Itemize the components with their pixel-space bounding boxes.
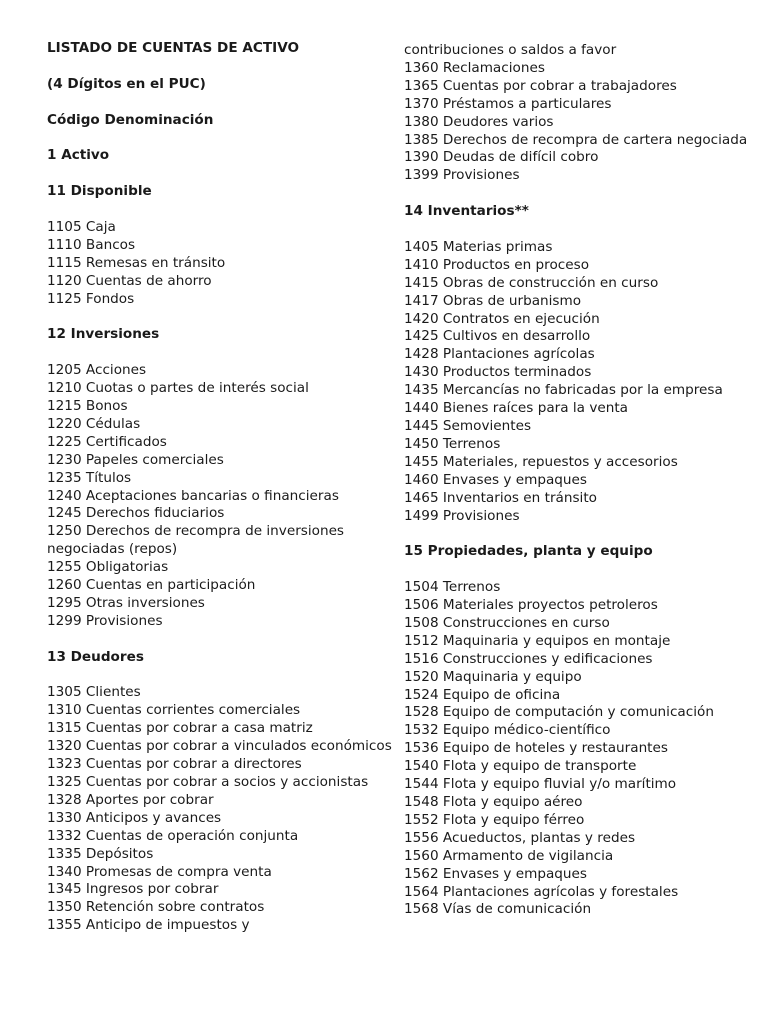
- account-line: 1548 Flota y equipo aéreo: [404, 794, 583, 810]
- section-heading: 12 Inversiones: [47, 326, 160, 343]
- blank-line: [47, 94, 392, 112]
- section-heading: 11 Disponible: [47, 183, 152, 200]
- account-line: 1520 Maquinaria y equipo: [404, 668, 582, 685]
- account-line: 1230 Papeles comerciales: [47, 451, 224, 468]
- account-line: 1305 Clientes: [47, 684, 141, 701]
- account-line: 1512 Maquinaria y equipos en montaje: [404, 632, 671, 649]
- section-heading: LISTADO DE CUENTAS DE ACTIVO: [47, 40, 300, 56]
- account-line: 1385 Derechos de recompra de cartera negociada: [404, 131, 748, 148]
- account-line: 1440 Bienes raíces para la venta: [404, 400, 629, 417]
- blank-line: [47, 344, 392, 362]
- account-line: 1220 Cédulas: [47, 415, 141, 432]
- account-line: 1435 Mercancías no fabricadas por la empresa: [404, 382, 723, 399]
- account-line: 1428 Plantaciones agrícolas: [404, 346, 595, 363]
- account-line: 1450 Terrenos: [404, 435, 501, 452]
- account-line: 1323 Cuentas por cobrar a directores: [47, 756, 302, 773]
- account-line: 1360 Reclamaciones: [404, 59, 545, 76]
- account-line: 1504 Terrenos: [404, 579, 501, 596]
- account-line: 1245 Derechos fiduciarios: [47, 505, 225, 522]
- blank-line: [47, 631, 392, 649]
- account-line: 1562 Envases y empaques: [404, 865, 587, 882]
- account-line: 1552 Flota y equipo férreo: [404, 811, 585, 828]
- account-line: 1125 Fondos: [47, 290, 135, 307]
- blank-line: [47, 58, 392, 76]
- account-line: 1315 Cuentas por cobrar a casa matriz: [47, 720, 313, 737]
- account-line: 1560 Armamento de vigilancia: [404, 847, 614, 864]
- account-line: 1455 Materiales, repuestos y accesorios: [404, 453, 678, 470]
- account-line: 1417 Obras de urbanismo: [404, 292, 582, 309]
- account-line: 1556 Acueductos, plantas y redes: [404, 829, 636, 846]
- blank-line: [47, 667, 392, 685]
- account-line: 1240 Aceptaciones bancarias o financieras: [47, 487, 339, 504]
- account-line: 1340 Promesas de compra venta: [47, 863, 272, 880]
- blank-line: [47, 130, 392, 148]
- account-line: 1508 Construcciones en curso: [404, 614, 610, 631]
- account-line: 1445 Semovientes: [404, 418, 532, 434]
- account-line: 1536 Equipo de hoteles y restaurantes: [404, 740, 668, 757]
- account-line: 1355 Anticipo de impuestos y: [47, 917, 250, 934]
- blank-line: [47, 201, 392, 219]
- account-line: 1255 Obligatorias: [47, 559, 169, 576]
- account-line: 1120 Cuentas de ahorro: [47, 272, 212, 289]
- account-line: contribuciones o saldos a favor: [404, 42, 617, 58]
- account-line: 1325 Cuentas por cobrar a socios y accionistas: [47, 774, 369, 791]
- account-line: 1524 Equipo de oficina: [404, 686, 561, 703]
- account-line: 1225 Certificados: [47, 433, 167, 450]
- account-line: 1295 Otras inversiones: [47, 594, 205, 611]
- account-line: 1415 Obras de construcción en curso: [404, 274, 659, 291]
- account-line: 1390 Deudas de difícil cobro: [404, 149, 599, 166]
- account-line: 1425 Cultivos en desarrollo: [404, 328, 591, 345]
- account-line: 1235 Títulos: [47, 469, 132, 486]
- account-line: 1380 Deudores varios: [404, 113, 554, 130]
- account-line: 1405 Materias primas: [404, 238, 553, 255]
- blank-line: [404, 561, 749, 579]
- blank-line: [404, 525, 749, 543]
- account-line: 1499 Provisiones: [404, 507, 520, 524]
- account-line: 1260 Cuentas en participación: [47, 577, 256, 594]
- account-line: 1328 Aportes por cobrar: [47, 791, 214, 808]
- account-line: 1568 Vías de comunicación: [404, 901, 592, 918]
- account-line: 1335 Depósitos: [47, 845, 154, 862]
- account-line: 1332 Cuentas de operación conjunta: [47, 827, 299, 844]
- account-line: 1330 Anticipos y avances: [47, 809, 222, 826]
- account-line: 1365 Cuentas por cobrar a trabajadores: [404, 77, 677, 94]
- account-line: 1564 Plantaciones agrícolas y forestales: [404, 883, 679, 900]
- account-line: 1205 Acciones: [47, 362, 147, 379]
- account-line: 1320 Cuentas por cobrar a vinculados económicos: [47, 738, 392, 755]
- account-line: 1115 Remesas en tránsito: [47, 254, 226, 271]
- account-line: 1506 Materiales proyectos petroleros: [404, 597, 658, 614]
- section-heading: 14 Inventarios**: [404, 203, 529, 220]
- account-line: 1420 Contratos en ejecución: [404, 310, 600, 327]
- account-line: 1399 Provisiones: [404, 167, 520, 184]
- section-heading: (4 Dígitos en el PUC): [47, 75, 206, 92]
- left-column: [47, 40, 392, 935]
- right-column: [404, 42, 749, 919]
- account-line: 1299 Provisiones: [47, 612, 163, 629]
- account-line: 1528 Equipo de computación y comunicación: [404, 704, 714, 721]
- account-line: 1460 Envases y empaques: [404, 471, 587, 488]
- account-line: 1540 Flota y equipo de transporte: [404, 758, 637, 775]
- section-heading: 1 Activo: [47, 147, 110, 164]
- account-line: 1345 Ingresos por cobrar: [47, 881, 219, 898]
- account-line: 1250 Derechos de recompra de inversiones negociadas (repos): [47, 523, 345, 558]
- account-line: 1350 Retención sobre contratos: [47, 899, 265, 916]
- account-line: 1310 Cuentas corrientes comerciales: [47, 702, 301, 719]
- account-line: 1410 Productos en proceso: [404, 256, 590, 273]
- blank-line: [404, 185, 749, 203]
- account-line: 1430 Productos terminados: [404, 364, 592, 381]
- blank-line: [404, 221, 749, 239]
- account-line: 1465 Inventarios en tránsito: [404, 489, 597, 506]
- account-line: 1105 Caja: [47, 218, 116, 235]
- account-line: 1532 Equipo médico-científico: [404, 722, 611, 739]
- account-line: 1370 Préstamos a particulares: [404, 95, 612, 112]
- account-line: 1215 Bonos: [47, 398, 128, 415]
- account-line: 1516 Construcciones y edificaciones: [404, 650, 653, 667]
- section-heading: Código Denominación: [47, 111, 214, 128]
- blank-line: [47, 309, 392, 327]
- account-line: 1110 Bancos: [47, 236, 136, 253]
- section-heading: 13 Deudores: [47, 648, 144, 665]
- blank-line: [47, 165, 392, 183]
- account-line: 1544 Flota y equipo fluvial y/o marítimo: [404, 776, 677, 793]
- section-heading: 15 Propiedades, planta y equipo: [404, 543, 653, 560]
- account-line: 1210 Cuotas o partes de interés social: [47, 380, 309, 397]
